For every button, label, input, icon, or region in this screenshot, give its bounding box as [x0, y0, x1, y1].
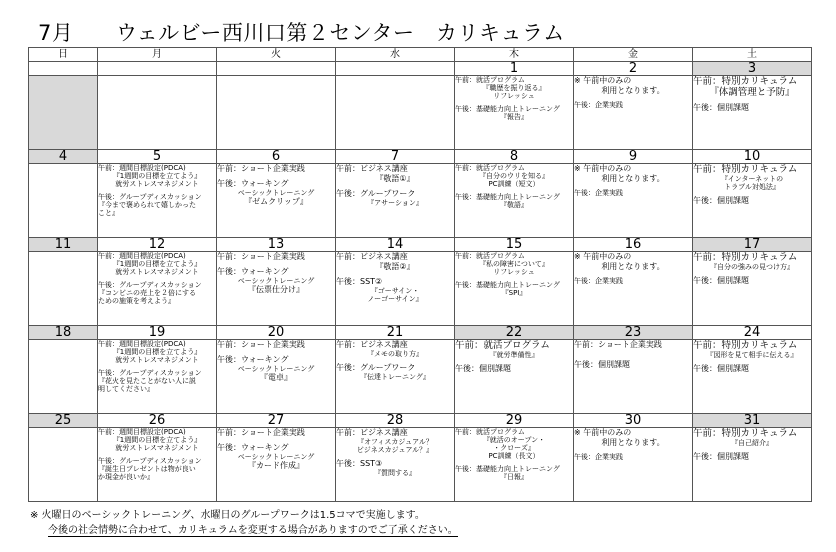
- schedule-line: 『ゴーサイン・: [370, 287, 420, 295]
- schedule-line: ※ 午前中のみの: [574, 164, 632, 173]
- schedule-cell-tue: [217, 164, 336, 238]
- schedule-cell-mon: [98, 428, 217, 502]
- schedule-line: PC訓練（短文）: [488, 180, 540, 188]
- schedule-line: 午前：就活プログラム: [455, 340, 550, 351]
- schedule-cell-sun: [29, 252, 98, 326]
- schedule-line: 『SPI』: [501, 289, 527, 297]
- schedule-row: [29, 252, 812, 326]
- schedule-line: 『花火を見たことがない人に説: [98, 377, 196, 385]
- schedule-line: ※ 午前中のみの: [574, 428, 632, 437]
- schedule-cell-wed: [336, 252, 455, 326]
- schedule-line: リフレッシュ: [493, 268, 535, 276]
- schedule-line: 『ゼムクリップ』: [244, 197, 308, 206]
- schedule-line: 午後：グループディスカッション: [98, 457, 202, 465]
- schedule-line: 午後：基礎能力向上トレーニング: [455, 193, 560, 201]
- weekday-sat: 土: [693, 48, 812, 62]
- schedule-line: 『自分のウリを知る』: [479, 172, 549, 180]
- schedule-line: PC訓練（長文）: [488, 452, 540, 460]
- date-number-wed: [336, 62, 455, 76]
- schedule-line: 午後：個別課題: [455, 364, 511, 373]
- schedule-line: 午前：就活プログラム: [455, 76, 525, 84]
- schedule-line: 午後：個別課題: [693, 276, 749, 285]
- date-number-sat: 17: [693, 238, 812, 252]
- date-number-wed: 28: [336, 414, 455, 428]
- schedule-cell-fri: [574, 340, 693, 414]
- schedule-line: 『1週間の目標を立てよう』: [112, 260, 202, 268]
- schedule-line: 午後：SST③: [336, 459, 383, 468]
- schedule-line: 『アサーション』: [367, 199, 423, 207]
- calendar-body: [29, 62, 812, 502]
- schedule-line: ※ 午前中のみの: [574, 76, 632, 85]
- schedule-line: ための施策を考えよう』: [98, 297, 175, 305]
- schedule-line: 『就活のオープン・: [482, 436, 546, 444]
- date-number-thu: 29: [455, 414, 574, 428]
- date-number-thu: 15: [455, 238, 574, 252]
- schedule-line: 『誕生日プレゼントは物が良い: [98, 465, 196, 473]
- schedule-line: 『質問する』: [374, 469, 416, 477]
- schedule-line: 午前：ショート企業実践: [217, 252, 305, 261]
- schedule-line: 『オフィスカジュアル？: [357, 438, 433, 446]
- date-number-mon: 5: [98, 150, 217, 164]
- schedule-line: ベーシックトレーニング: [237, 365, 315, 373]
- date-number-tue: [217, 62, 336, 76]
- schedule-line: 午後：グループディスカッション: [98, 369, 202, 377]
- schedule-cell-mon: [98, 340, 217, 414]
- date-number-wed: 7: [336, 150, 455, 164]
- schedule-line: 利用となります。: [601, 174, 665, 183]
- schedule-line: 『自分の強みの見つけ方』: [710, 263, 794, 271]
- date-number-tue: 27: [217, 414, 336, 428]
- footer-note-change-text: 今後の社会情勢に合わせて、カリキュラムを変更する場合がありますのでご了承ください。: [48, 525, 458, 536]
- schedule-cell-sat: [693, 428, 812, 502]
- date-number-wed: 14: [336, 238, 455, 252]
- schedule-line: 午後：基礎能力向上トレーニング: [455, 281, 560, 289]
- schedule-line: 午前：ショート企業実践: [217, 340, 305, 349]
- weekday-sun: 日: [29, 48, 98, 62]
- schedule-line: 『敬語』: [500, 201, 528, 209]
- schedule-cell-tue: [217, 252, 336, 326]
- schedule-line: 午後：グループワーク: [336, 363, 416, 372]
- date-number-tue: 6: [217, 150, 336, 164]
- date-number-mon: [98, 62, 217, 76]
- schedule-line: 就労ストレスマネジメント: [115, 180, 199, 188]
- schedule-line: 『1週間の目標を立てよう』: [112, 172, 202, 180]
- schedule-line: 『今まで褒められて嬉しかった: [98, 201, 196, 209]
- schedule-line: 午後：個別課題: [693, 103, 749, 112]
- weekday-mon: 月: [98, 48, 217, 62]
- schedule-cell-mon: [98, 164, 217, 238]
- schedule-row: [29, 340, 812, 414]
- schedule-line: 午後：ウォーキング: [217, 355, 289, 364]
- schedule-line: リフレッシュ: [493, 92, 535, 100]
- schedule-line: ベーシックトレーニング: [237, 189, 315, 197]
- schedule-cell-mon: [98, 76, 217, 150]
- schedule-line: 午前：ビジネス講座: [336, 252, 408, 261]
- schedule-line: 午前：ショート企業実践: [217, 164, 305, 173]
- schedule-line: ※ 午前中のみの: [574, 252, 632, 261]
- schedule-cell-sat: [693, 252, 812, 326]
- schedule-line: 午前：特別カリキュラム: [693, 428, 798, 439]
- schedule-line: 午後：ウォーキング: [217, 179, 289, 188]
- date-number-row: [29, 414, 812, 428]
- schedule-line: 『電卓』: [260, 373, 292, 382]
- schedule-cell-sat: [693, 164, 812, 238]
- schedule-cell-thu: [455, 428, 574, 502]
- schedule-cell-fri: [574, 252, 693, 326]
- schedule-line: ・クローズ』: [493, 444, 535, 452]
- schedule-line: 午前：ビジネス講座: [336, 164, 408, 173]
- schedule-line: 午後：グループワーク: [336, 189, 416, 198]
- schedule-cell-fri: [574, 76, 693, 150]
- schedule-line: 就労ストレスマネジメント: [115, 444, 199, 452]
- schedule-cell-thu: [455, 252, 574, 326]
- schedule-line: 午後：個別課題: [574, 360, 630, 369]
- schedule-cell-sun: [29, 76, 98, 150]
- date-number-mon: 26: [98, 414, 217, 428]
- schedule-line: 午後：企業実践: [574, 277, 623, 285]
- schedule-cell-tue: [217, 428, 336, 502]
- schedule-line: 午前：週間目標設定(PDCA): [98, 164, 186, 172]
- schedule-line: 『体調管理と予防』: [709, 87, 795, 98]
- schedule-cell-tue: [217, 340, 336, 414]
- schedule-line: 午後：グループディスカッション: [98, 193, 202, 201]
- schedule-line: 午前：就活プログラム: [455, 164, 525, 172]
- month-label: 7月: [38, 21, 74, 45]
- schedule-line: トラブル対処法』: [724, 183, 780, 191]
- date-number-sun: [29, 62, 98, 76]
- schedule-cell-tue: [217, 76, 336, 150]
- date-number-sun: 11: [29, 238, 98, 252]
- schedule-line: 利用となります。: [601, 262, 665, 271]
- weekday-fri: 金: [574, 48, 693, 62]
- schedule-line: 午前：ショート企業実践: [574, 340, 662, 349]
- schedule-line: 『コンビニの売上を２倍にする: [98, 289, 196, 297]
- schedule-cell-thu: [455, 76, 574, 150]
- schedule-line: 『カード作成』: [248, 461, 304, 470]
- schedule-line: 午前：ビジネス講座: [336, 340, 408, 349]
- schedule-line: 『インターネットの: [720, 175, 784, 183]
- date-number-sun: 4: [29, 150, 98, 164]
- schedule-line: 午後：個別課題: [693, 196, 749, 205]
- schedule-line: 利用となります。: [601, 86, 665, 95]
- date-number-row: [29, 326, 812, 340]
- schedule-line: 『1週間の目標を立てよう』: [112, 436, 202, 444]
- schedule-line: ベーシックトレーニング: [237, 453, 315, 461]
- date-number-fri: 2: [574, 62, 693, 76]
- schedule-cell-wed: [336, 164, 455, 238]
- schedule-line: こと』: [98, 209, 119, 217]
- schedule-line: 午後：グループディスカッション: [98, 281, 202, 289]
- schedule-line: ビジネスカジュアル？』: [356, 446, 434, 454]
- date-number-sat: 10: [693, 150, 812, 164]
- date-number-sun: 25: [29, 414, 98, 428]
- date-number-wed: 21: [336, 326, 455, 340]
- date-number-tue: 20: [217, 326, 336, 340]
- schedule-line: 午後：企業実践: [574, 189, 623, 197]
- schedule-cell-sun: [29, 164, 98, 238]
- date-number-row: [29, 62, 812, 76]
- schedule-line: 『図形を見て相手に伝える』: [706, 351, 798, 359]
- date-number-thu: 8: [455, 150, 574, 164]
- schedule-cell-fri: [574, 428, 693, 502]
- schedule-line: 『日報』: [500, 473, 528, 481]
- date-number-thu: 1: [455, 62, 574, 76]
- date-number-mon: 12: [98, 238, 217, 252]
- schedule-line: 午前：就活プログラム: [455, 428, 525, 436]
- date-number-row: [29, 150, 812, 164]
- weekday-thu: 木: [455, 48, 574, 62]
- schedule-cell-thu: [455, 164, 574, 238]
- page-title: [38, 20, 565, 46]
- date-number-fri: 30: [574, 414, 693, 428]
- schedule-cell-wed: [336, 340, 455, 414]
- footer-note-format: ※ 火曜日のベーシックトレーニング、水曜日のグループワークは1.5コマで実施します。: [30, 510, 425, 521]
- schedule-row: [29, 76, 812, 150]
- schedule-cell-wed: [336, 76, 455, 150]
- schedule-cell-thu: [455, 340, 574, 414]
- weekday-tue: 火: [217, 48, 336, 62]
- schedule-line: 午前：ビジネス講座: [336, 428, 408, 437]
- schedule-line: ノーゴーサイン』: [367, 295, 423, 303]
- schedule-line: ベーシックトレーニング: [237, 277, 315, 285]
- schedule-line: 就労ストレスマネジメント: [115, 268, 199, 276]
- schedule-cell-fri: [574, 164, 693, 238]
- schedule-line: 午前：特別カリキュラム: [693, 76, 798, 87]
- schedule-line: 午後：SST②: [336, 277, 383, 286]
- schedule-line: 午後：企業実践: [574, 101, 623, 109]
- schedule-cell-mon: [98, 252, 217, 326]
- schedule-line: 午前：特別カリキュラム: [693, 164, 798, 175]
- date-number-fri: 23: [574, 326, 693, 340]
- weekday-header-row: [29, 48, 812, 62]
- date-number-sat: 24: [693, 326, 812, 340]
- schedule-cell-sun: [29, 340, 98, 414]
- schedule-line: 午後：ウォーキング: [217, 267, 289, 276]
- schedule-line: 午後：基礎能力向上トレーニング: [455, 105, 560, 113]
- schedule-row: [29, 164, 812, 238]
- schedule-line: 午前：特別カリキュラム: [693, 340, 798, 351]
- schedule-line: 『就労準備性』: [489, 351, 539, 359]
- schedule-line: 『伝達トレーニング』: [360, 373, 430, 381]
- schedule-cell-sat: [693, 340, 812, 414]
- schedule-line: 午前：週間目標設定(PDCA): [98, 252, 186, 260]
- date-number-tue: 13: [217, 238, 336, 252]
- calendar-table: [28, 47, 812, 502]
- schedule-line: 利用となります。: [601, 438, 665, 447]
- schedule-line: 『1週間の目標を立てよう』: [112, 348, 202, 356]
- schedule-line: 『メモの取り方』: [367, 350, 423, 358]
- schedule-line: 午前：就活プログラム: [455, 252, 525, 260]
- schedule-line: 『報告』: [500, 113, 528, 121]
- date-number-fri: 16: [574, 238, 693, 252]
- schedule-line: 明してください』: [98, 385, 154, 393]
- schedule-line: 就労ストレスマネジメント: [115, 356, 199, 364]
- schedule-line: 『私の障害について』: [479, 260, 549, 268]
- weekday-wed: 水: [336, 48, 455, 62]
- schedule-line: 午前：ショート企業実践: [217, 428, 305, 437]
- schedule-line: 午後：ウォーキング: [217, 443, 289, 452]
- schedule-line: 午前：特別カリキュラム: [693, 252, 798, 263]
- schedule-line: 『自己紹介』: [731, 439, 773, 447]
- schedule-line: 午後：基礎能力向上トレーニング: [455, 465, 560, 473]
- footer-note-change: [48, 524, 458, 538]
- schedule-line: 『伝票仕分け』: [248, 285, 304, 294]
- date-number-mon: 19: [98, 326, 217, 340]
- schedule-line: 午前：週間目標設定(PDCA): [98, 340, 186, 348]
- date-number-sun: 18: [29, 326, 98, 340]
- schedule-line: 午前：週間目標設定(PDCA): [98, 428, 186, 436]
- schedule-line: 午後：企業実践: [574, 453, 623, 461]
- schedule-line: 『敬語①』: [375, 174, 415, 183]
- date-number-row: [29, 238, 812, 252]
- date-number-thu: 22: [455, 326, 574, 340]
- schedule-cell-wed: [336, 428, 455, 502]
- center-title: ウェルビー西川口第２センター カリキュラム: [116, 21, 565, 45]
- schedule-line: 『職歴を振り返る』: [482, 84, 546, 92]
- schedule-line: か現金が良いか』: [98, 473, 154, 481]
- schedule-cell-sun: [29, 428, 98, 502]
- schedule-cell-sat: [693, 76, 812, 150]
- schedule-row: [29, 428, 812, 502]
- date-number-fri: 9: [574, 150, 693, 164]
- schedule-line: 午後：個別課題: [693, 452, 749, 461]
- date-number-sat: 31: [693, 414, 812, 428]
- schedule-line: 午後：個別課題: [693, 364, 749, 373]
- date-number-sat: 3: [693, 62, 812, 76]
- schedule-line: 『敬語②』: [375, 262, 415, 271]
